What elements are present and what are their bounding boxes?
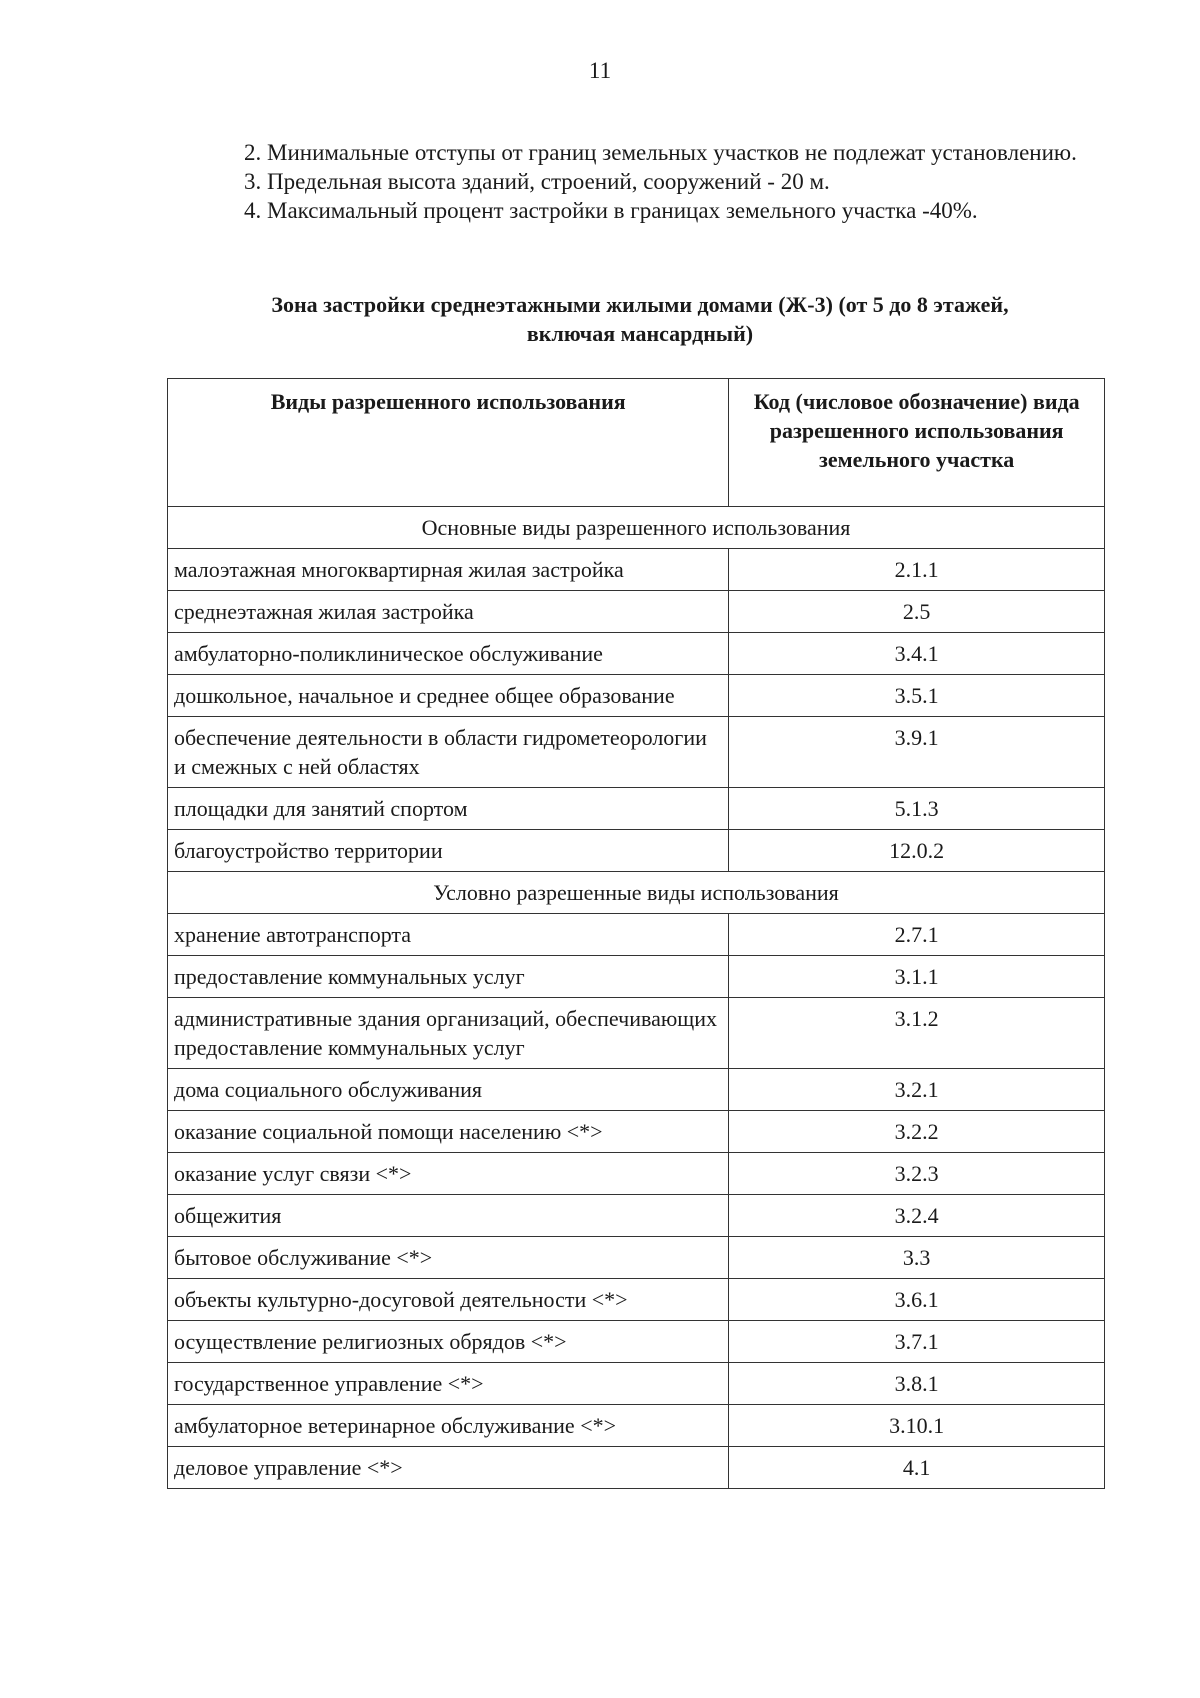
- use-cell: благоустройство территории: [168, 830, 729, 872]
- code-cell: 3.9.1: [729, 717, 1105, 788]
- code-cell: 3.10.1: [729, 1405, 1105, 1447]
- code-cell: 3.1.1: [729, 956, 1105, 998]
- use-cell: осуществление религиозных обрядов <*>: [168, 1321, 729, 1363]
- table-row: [168, 1111, 1105, 1153]
- use-cell: дома социального обслуживания: [168, 1069, 729, 1111]
- zone-title: [160, 290, 1120, 348]
- table-row: [168, 1069, 1105, 1111]
- paragraph-max-coverage: 4. Максимальный процент застройки в границах земельного участка -40%.: [244, 198, 978, 223]
- header-use: Виды разрешенного использования: [168, 379, 729, 507]
- use-cell: деловое управление <*>: [168, 1447, 729, 1489]
- table-row: [168, 998, 1105, 1069]
- code-cell: 3.6.1: [729, 1279, 1105, 1321]
- code-cell: 3.2.3: [729, 1153, 1105, 1195]
- code-cell: 5.1.3: [729, 788, 1105, 830]
- header-code: Код (числовое обозначение) вида разрешенного использования земельного участка: [729, 379, 1105, 507]
- code-cell: 3.2.1: [729, 1069, 1105, 1111]
- code-cell: 12.0.2: [729, 830, 1105, 872]
- zone-title-line1: Зона застройки среднеэтажными жилыми домами (Ж-3) (от 5 до 8 этажей,: [271, 292, 1009, 317]
- code-cell: 2.7.1: [729, 914, 1105, 956]
- code-cell: 3.2.2: [729, 1111, 1105, 1153]
- use-cell: среднеэтажная жилая застройка: [168, 591, 729, 633]
- table-row: [168, 1447, 1105, 1489]
- page-number: 11: [588, 58, 612, 83]
- table-row: [168, 1195, 1105, 1237]
- section-conditional-label: Условно разрешенные виды использования: [168, 872, 1105, 914]
- intro-paragraphs: [176, 138, 1110, 225]
- table-header-row: [168, 379, 1105, 507]
- table-row: [168, 1363, 1105, 1405]
- table-row: [168, 717, 1105, 788]
- use-cell: малоэтажная многоквартирная жилая застройка: [168, 549, 729, 591]
- use-cell: предоставление коммунальных услуг: [168, 956, 729, 998]
- use-cell: оказание социальной помощи населению <*>: [168, 1111, 729, 1153]
- section-row-main: [168, 507, 1105, 549]
- zone-title-line2: включая мансардный): [526, 321, 754, 346]
- paragraph-max-height: 3. Предельная высота зданий, строений, сооружений - 20 м.: [244, 169, 830, 194]
- permitted-uses-table: [167, 378, 1105, 1489]
- use-cell: хранение автотранспорта: [168, 914, 729, 956]
- use-cell: оказание услуг связи <*>: [168, 1153, 729, 1195]
- use-cell: государственное управление <*>: [168, 1363, 729, 1405]
- table-row: [168, 914, 1105, 956]
- table-row: [168, 1153, 1105, 1195]
- code-cell: 3.2.4: [729, 1195, 1105, 1237]
- use-cell: дошкольное, начальное и среднее общее образование: [168, 675, 729, 717]
- code-cell: 3.3: [729, 1237, 1105, 1279]
- use-cell: амбулаторно-поликлиническое обслуживание: [168, 633, 729, 675]
- code-cell: 3.5.1: [729, 675, 1105, 717]
- table-row: [168, 788, 1105, 830]
- code-cell: 3.1.2: [729, 998, 1105, 1069]
- paragraph-setbacks: 2. Минимальные отступы от границ земельных участков не подлежат установлению.: [244, 140, 1077, 165]
- table-row: [168, 1405, 1105, 1447]
- table-row: [168, 591, 1105, 633]
- table-row: [168, 633, 1105, 675]
- code-cell: 3.4.1: [729, 633, 1105, 675]
- table-row: [168, 956, 1105, 998]
- section-main-label: Основные виды разрешенного использования: [168, 507, 1105, 549]
- code-cell: 2.1.1: [729, 549, 1105, 591]
- code-cell: 2.5: [729, 591, 1105, 633]
- table-row: [168, 830, 1105, 872]
- use-cell: амбулаторное ветеринарное обслуживание <*>: [168, 1405, 729, 1447]
- use-cell: площадки для занятий спортом: [168, 788, 729, 830]
- table-row: [168, 675, 1105, 717]
- code-cell: 4.1: [729, 1447, 1105, 1489]
- use-cell: бытовое обслуживание <*>: [168, 1237, 729, 1279]
- table-row: [168, 1237, 1105, 1279]
- code-cell: 3.8.1: [729, 1363, 1105, 1405]
- table-row: [168, 1321, 1105, 1363]
- table-row: [168, 1279, 1105, 1321]
- use-cell: обеспечение деятельности в области гидрометеорологии и смежных с ней областях: [168, 717, 729, 788]
- code-cell: 3.7.1: [729, 1321, 1105, 1363]
- use-cell: административные здания организаций, обеспечивающих предоставление коммунальных услуг: [168, 998, 729, 1069]
- table-row: [168, 549, 1105, 591]
- use-cell: объекты культурно-досуговой деятельности <*>: [168, 1279, 729, 1321]
- section-row-conditional: [168, 872, 1105, 914]
- use-cell: общежития: [168, 1195, 729, 1237]
